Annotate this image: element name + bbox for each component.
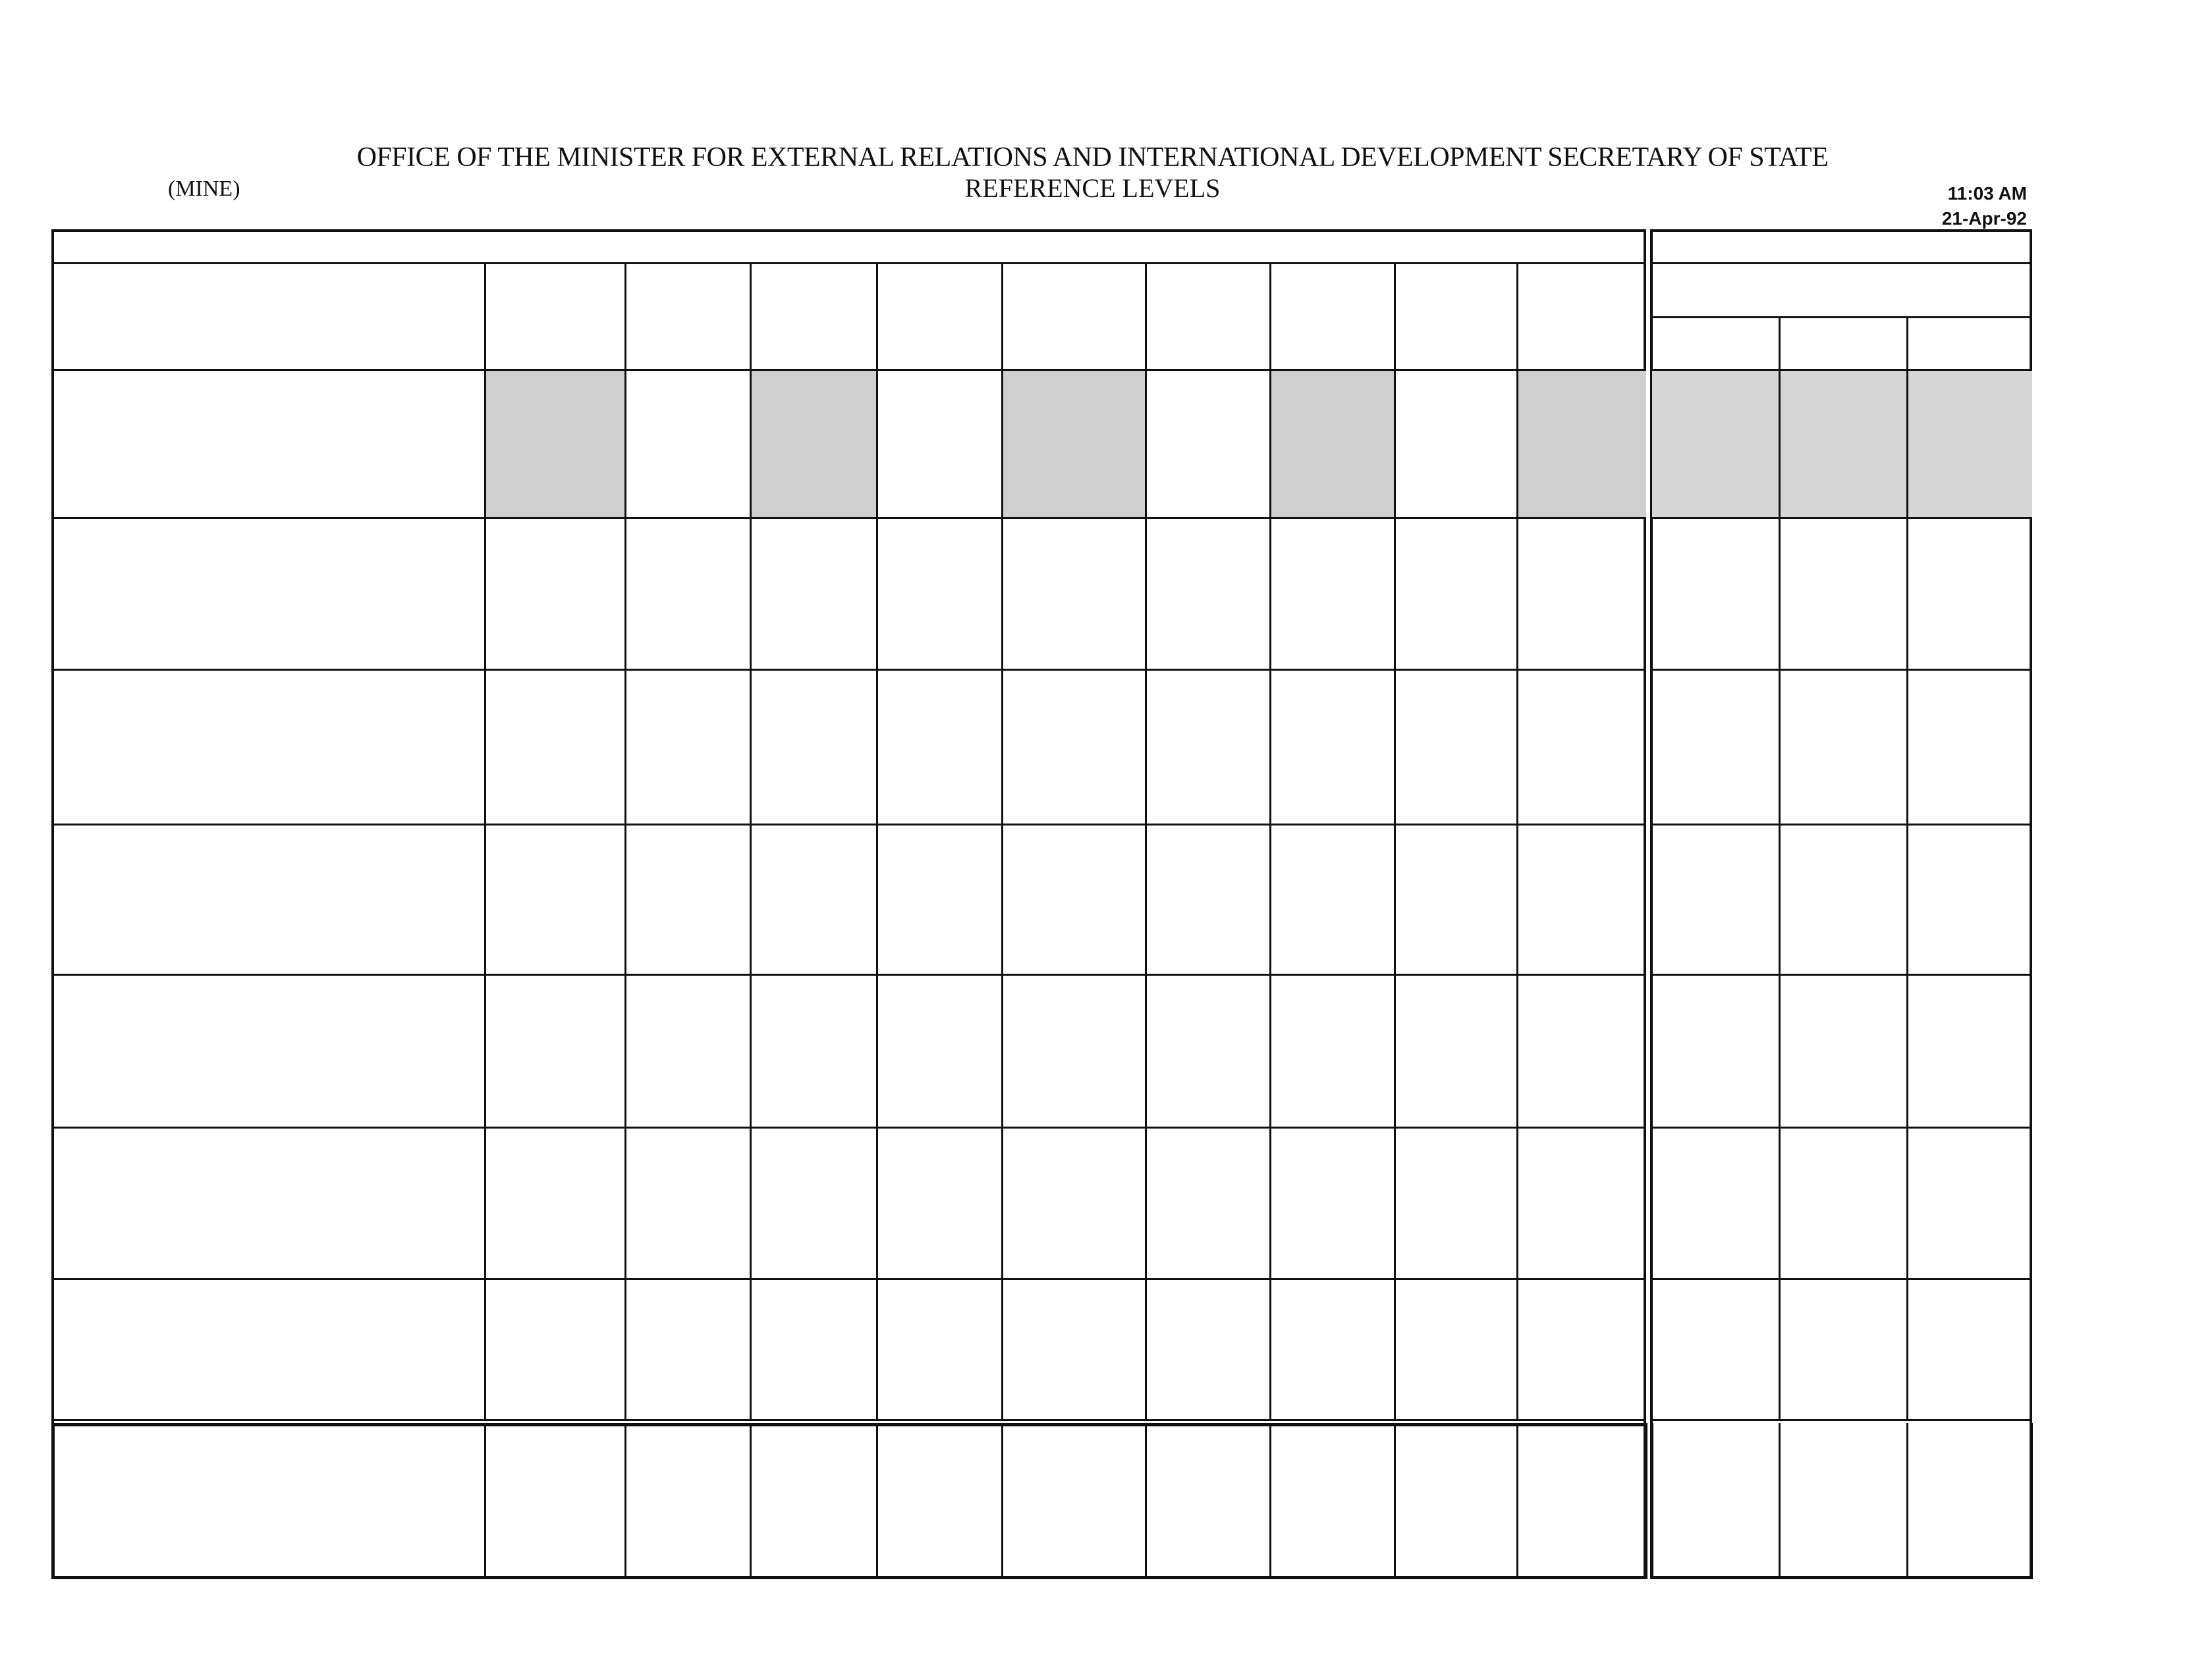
budget-column-divider	[876, 262, 878, 1419]
total-left-border	[51, 1423, 55, 1576]
shaded-cell	[1781, 1426, 1906, 1576]
budget-caption-divider	[51, 262, 1646, 264]
total-right-border	[1644, 1423, 1647, 1579]
budget-column-divider	[1394, 262, 1396, 1419]
shaded-cell	[1003, 371, 1145, 517]
budget-row-divider	[51, 824, 1646, 826]
position-caption-divider	[1650, 262, 2032, 264]
position-column-divider	[1779, 1423, 1781, 1576]
budget-column-divider	[1516, 262, 1518, 1419]
position-row-divider	[1650, 974, 2032, 976]
budget-bottom-divider	[51, 1423, 1646, 1426]
budget-column-divider	[484, 262, 486, 1419]
budget-column-divider	[1269, 262, 1271, 1419]
shaded-cell	[486, 371, 624, 517]
shaded-cell	[1147, 1426, 1269, 1576]
position-row-divider	[1650, 1419, 2032, 1421]
shaded-cell	[1652, 1426, 1779, 1576]
budget-column-divider	[484, 1423, 486, 1576]
budget-row-divider	[51, 1127, 1646, 1129]
budget-row-divider	[51, 1419, 1646, 1421]
budget-column-divider	[624, 262, 626, 1419]
total-bottom-border	[51, 1576, 1646, 1579]
shaded-cell	[1396, 1426, 1516, 1576]
shaded-cell	[1518, 371, 1646, 517]
shaded-cell	[1781, 371, 1906, 517]
budget-row-divider	[51, 669, 1646, 671]
shaded-cell	[626, 1426, 750, 1576]
shaded-cell	[1652, 371, 1779, 517]
position-row-divider	[1650, 517, 2032, 519]
budget-column-divider	[1145, 262, 1147, 1419]
budget-column-divider	[1001, 1423, 1003, 1576]
total-left-border	[1650, 1423, 1653, 1579]
position-subcaption-divider	[1650, 316, 2032, 318]
budget-row-divider	[51, 974, 1646, 976]
budget-column-divider	[1394, 1423, 1396, 1576]
budget-row-divider	[51, 517, 1646, 519]
position-row-divider	[1650, 824, 2032, 826]
position-row-divider	[1650, 1278, 2032, 1280]
budget-column-divider	[750, 262, 752, 1419]
budget-row-divider	[51, 1278, 1646, 1280]
budget-column-divider	[876, 1423, 878, 1576]
position-row-divider	[1650, 669, 2032, 671]
budget-column-divider	[1001, 262, 1003, 1419]
position-row-divider	[1650, 1127, 2032, 1129]
position-column-divider	[1779, 316, 1781, 1419]
position-column-divider	[1906, 1423, 1908, 1576]
position-column-divider	[1906, 316, 1908, 1419]
shaded-cell	[1908, 371, 2032, 517]
budget-column-divider	[1145, 1423, 1147, 1576]
page-subtitle: REFERENCE LEVELS	[964, 173, 1221, 203]
budget-column-divider	[750, 1423, 752, 1576]
shaded-cell	[1908, 1426, 2032, 1576]
budget-column-divider	[624, 1423, 626, 1576]
shaded-cell	[752, 371, 876, 517]
budget-column-divider	[1269, 1423, 1271, 1576]
page-title: OFFICE OF THE MINISTER FOR EXTERNAL RELATIONS AND INTERNATIONAL DEVELOPMENT SECRETARY OF STATE	[356, 142, 1829, 173]
shaded-cell	[1271, 371, 1394, 517]
total-bottom-border	[1650, 1576, 2032, 1579]
shaded-cell	[878, 1426, 1001, 1576]
timestamp-time: 11:03 AM	[1947, 183, 2027, 204]
document-code: (MINE)	[168, 177, 240, 201]
total-right-border	[2030, 1423, 2033, 1579]
budget-column-divider	[1516, 1423, 1518, 1576]
timestamp-date: 21-Apr-92	[1941, 208, 2027, 229]
